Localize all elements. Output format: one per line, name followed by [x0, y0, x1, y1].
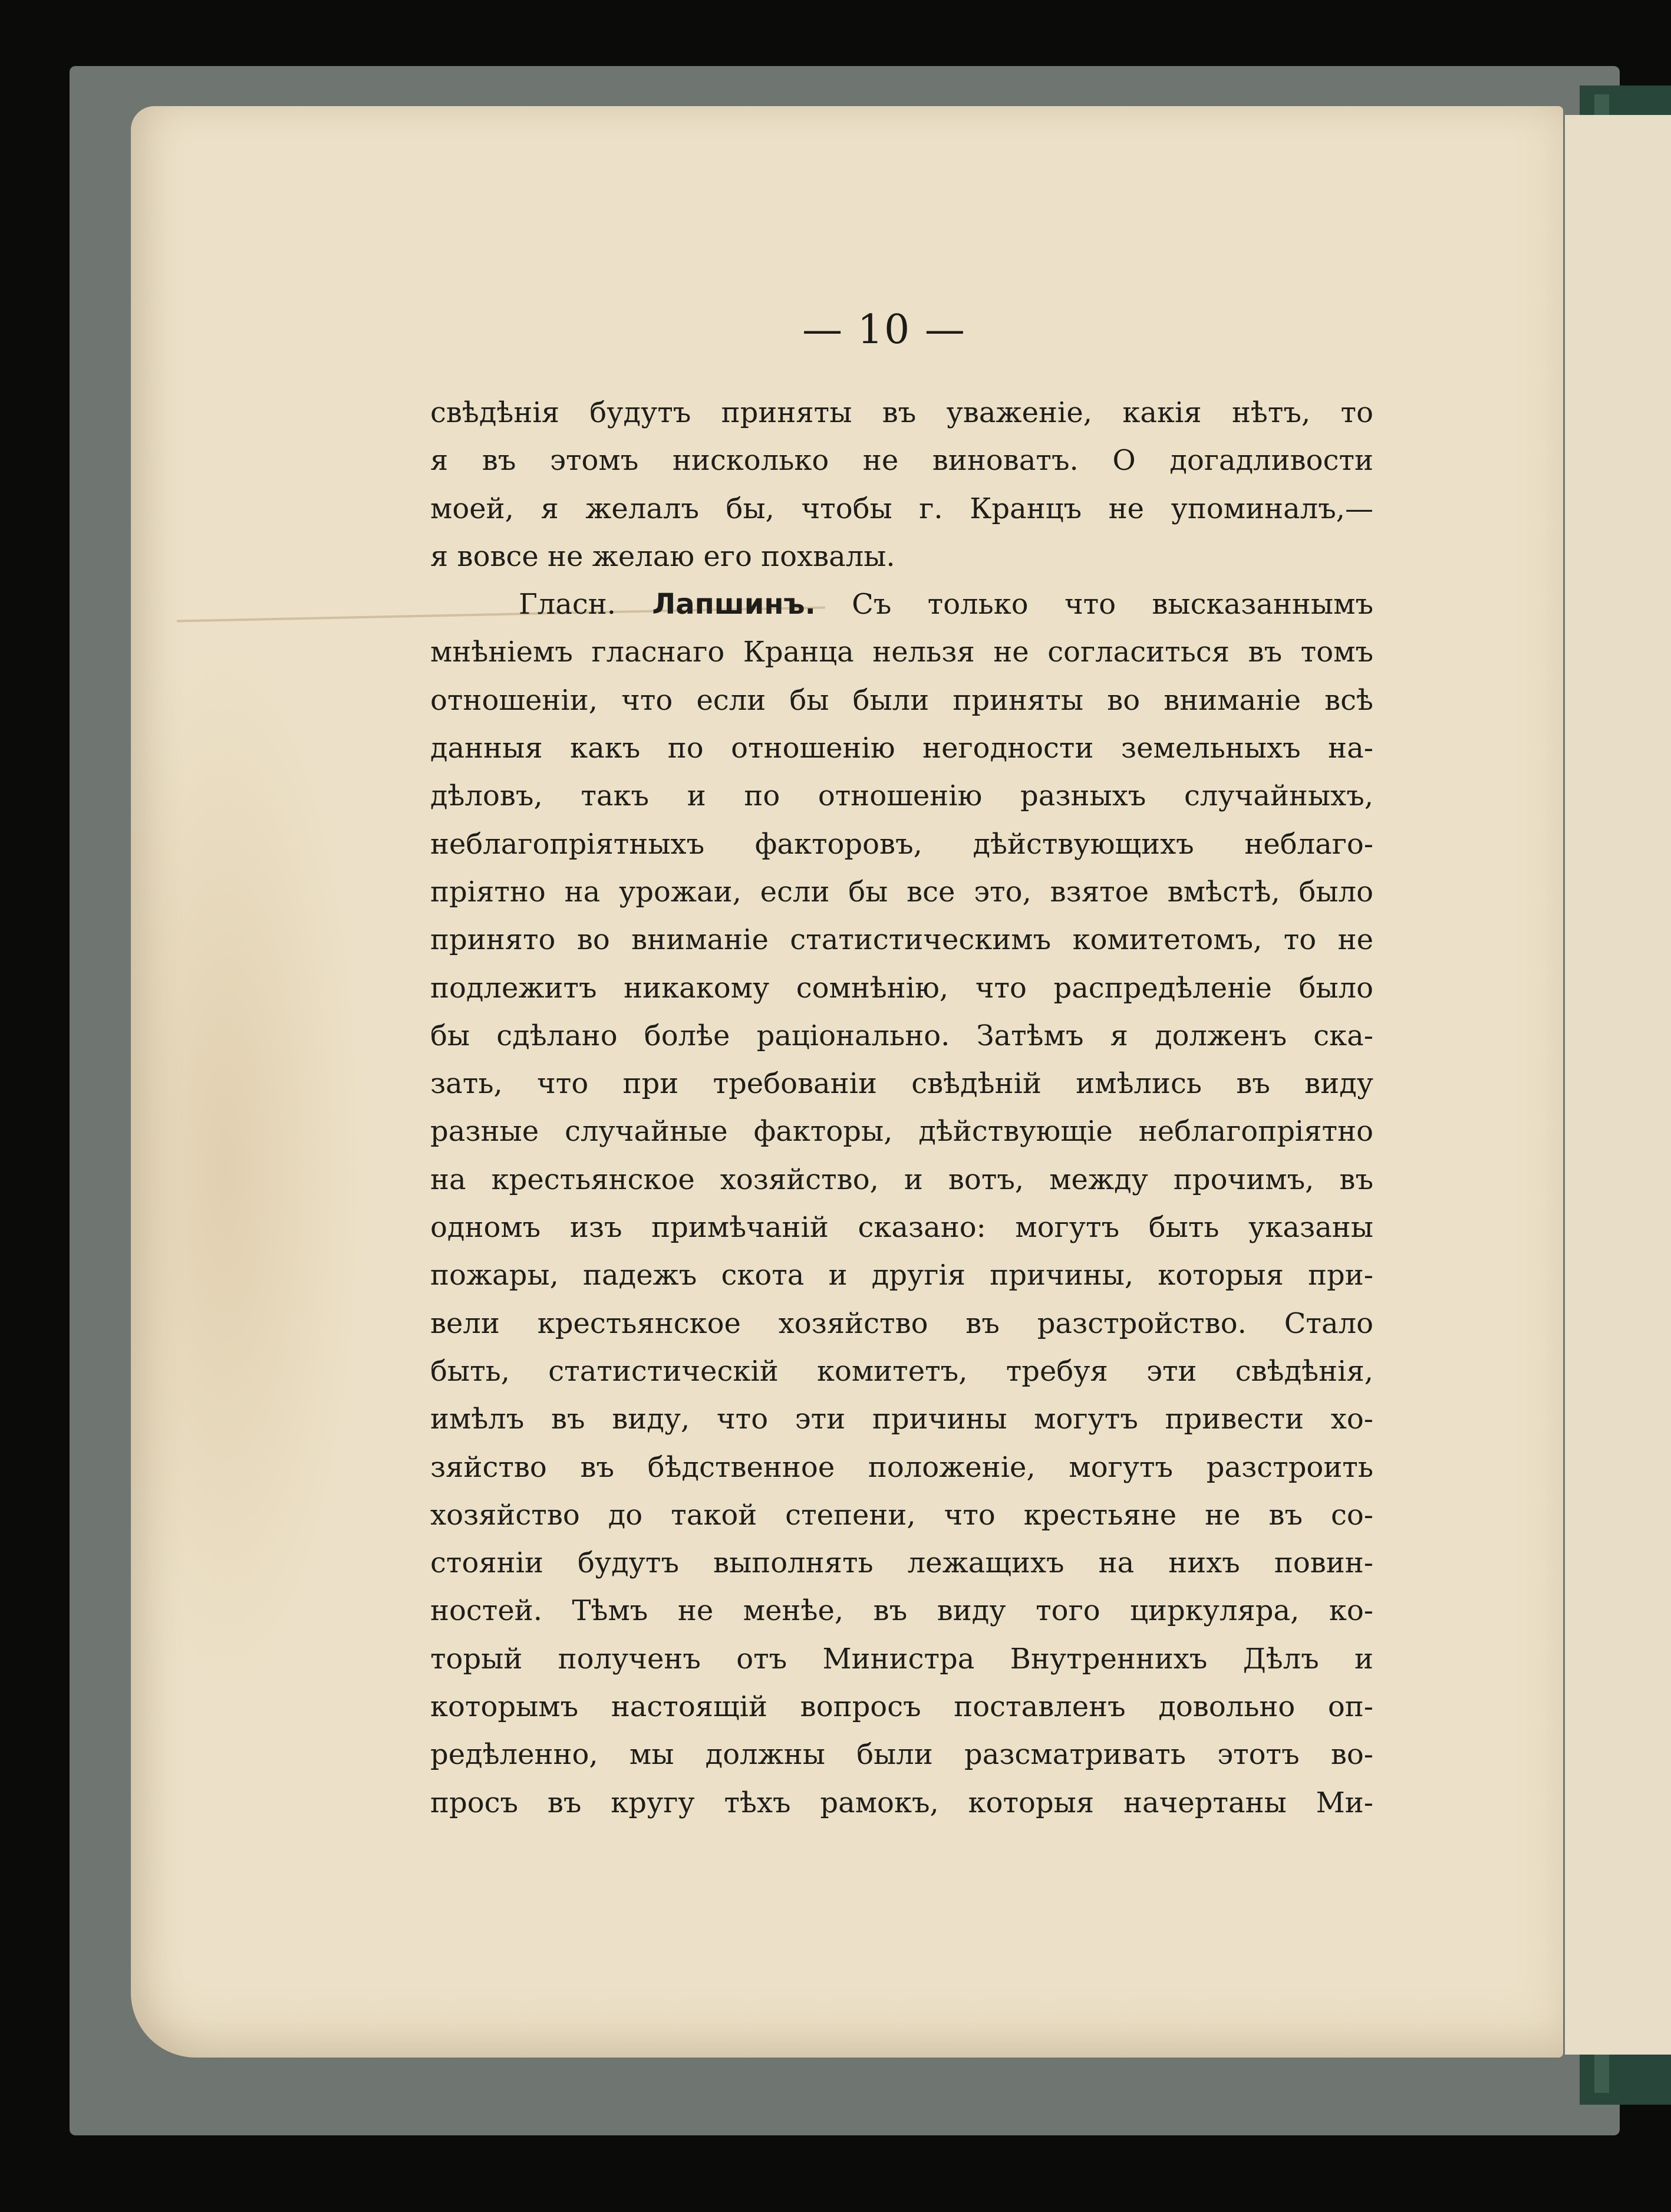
text-line: я въ этомъ нисколько не виноватъ. О догадливости [430, 444, 1373, 478]
text-line: ностей. Тѣмъ не менѣе, въ виду того циркуляра, ко- [430, 1594, 1373, 1628]
text-line: торый полученъ отъ Министра Внутреннихъ Дѣлъ и [430, 1642, 1373, 1676]
text-line: свѣдѣнія будутъ приняты въ уваженіе, какія нѣтъ, то [430, 396, 1373, 429]
text-line: пожары, падежъ скота и другія причины, которыя при- [430, 1259, 1373, 1292]
text-line: зать, что при требованіи свѣдѣній имѣлись въ виду [430, 1067, 1373, 1101]
body-text [430, 389, 1373, 1827]
text-line: моей, я желалъ бы, чтобы г. Кранцъ не упоминалъ,— [430, 492, 1373, 525]
page-number: — 10 — [802, 307, 966, 353]
next-page-edge [1565, 115, 1671, 2055]
text-line: принято во вниманіе статистическимъ комитетомъ, то не [430, 923, 1373, 957]
text-line: разные случайные факторы, дѣйствующіе неблагопріятно [430, 1115, 1373, 1148]
text-line: редѣленно, мы должны были разсматривать этотъ во- [430, 1738, 1373, 1772]
speaker-line [430, 581, 1373, 628]
text-line: хозяйство до такой степени, что крестьяне не въ со- [430, 1498, 1373, 1532]
text-line: имѣлъ въ виду, что эти причины могутъ привести хо- [430, 1403, 1373, 1436]
text-line: отношеніи, что если бы были приняты во вниманіе всѣ [430, 683, 1373, 717]
speaker-title: Гласн. [519, 588, 617, 621]
speaker-name: Лапшинъ. [652, 588, 816, 621]
text-line: мнѣніемъ гласнаго Кранца нельзя не согласиться въ томъ [430, 636, 1373, 669]
text-line: зяйство въ бѣдственное положеніе, могутъ разстроить [430, 1450, 1373, 1484]
text-line: данныя какъ по отношенію негодности земельныхъ на- [430, 732, 1373, 765]
text-line: одномъ изъ примѣчаній сказано: могутъ быть указаны [430, 1211, 1373, 1245]
text-line: стояніи будутъ выполнять лежащихъ на нихъ повин- [430, 1546, 1373, 1580]
water-stain [131, 637, 367, 1698]
text-line: просъ въ кругу тѣхъ рамокъ, которыя начертаны Ми- [430, 1786, 1373, 1819]
text-line: неблагопріятныхъ факторовъ, дѣйствующихъ неблаго- [430, 827, 1373, 861]
text-line: на крестьянское хозяйство, и вотъ, между прочимъ, въ [430, 1163, 1373, 1196]
text-line: вели крестьянское хозяйство въ разстройство. Стало [430, 1306, 1373, 1340]
text-line: которымъ настоящій вопросъ поставленъ довольно оп- [430, 1690, 1373, 1724]
text-line: подлежитъ никакому сомнѣнію, что распредѣленіе было [430, 971, 1373, 1005]
text-fragment: Съ только что высказаннымъ [852, 588, 1373, 621]
text-line: быть, статистическій комитетъ, требуя эти свѣдѣнія, [430, 1354, 1373, 1388]
text-line: я вовсе не желаю его похвалы. [430, 539, 895, 573]
text-line: пріятно на урожаи, если бы все это, взятое вмѣстѣ, было [430, 875, 1373, 908]
text-line: дѣловъ, такъ и по отношенію разныхъ случайныхъ, [430, 779, 1373, 813]
text-line: бы сдѣлано болѣе раціонально. Затѣмъ я долженъ ска- [430, 1019, 1373, 1052]
